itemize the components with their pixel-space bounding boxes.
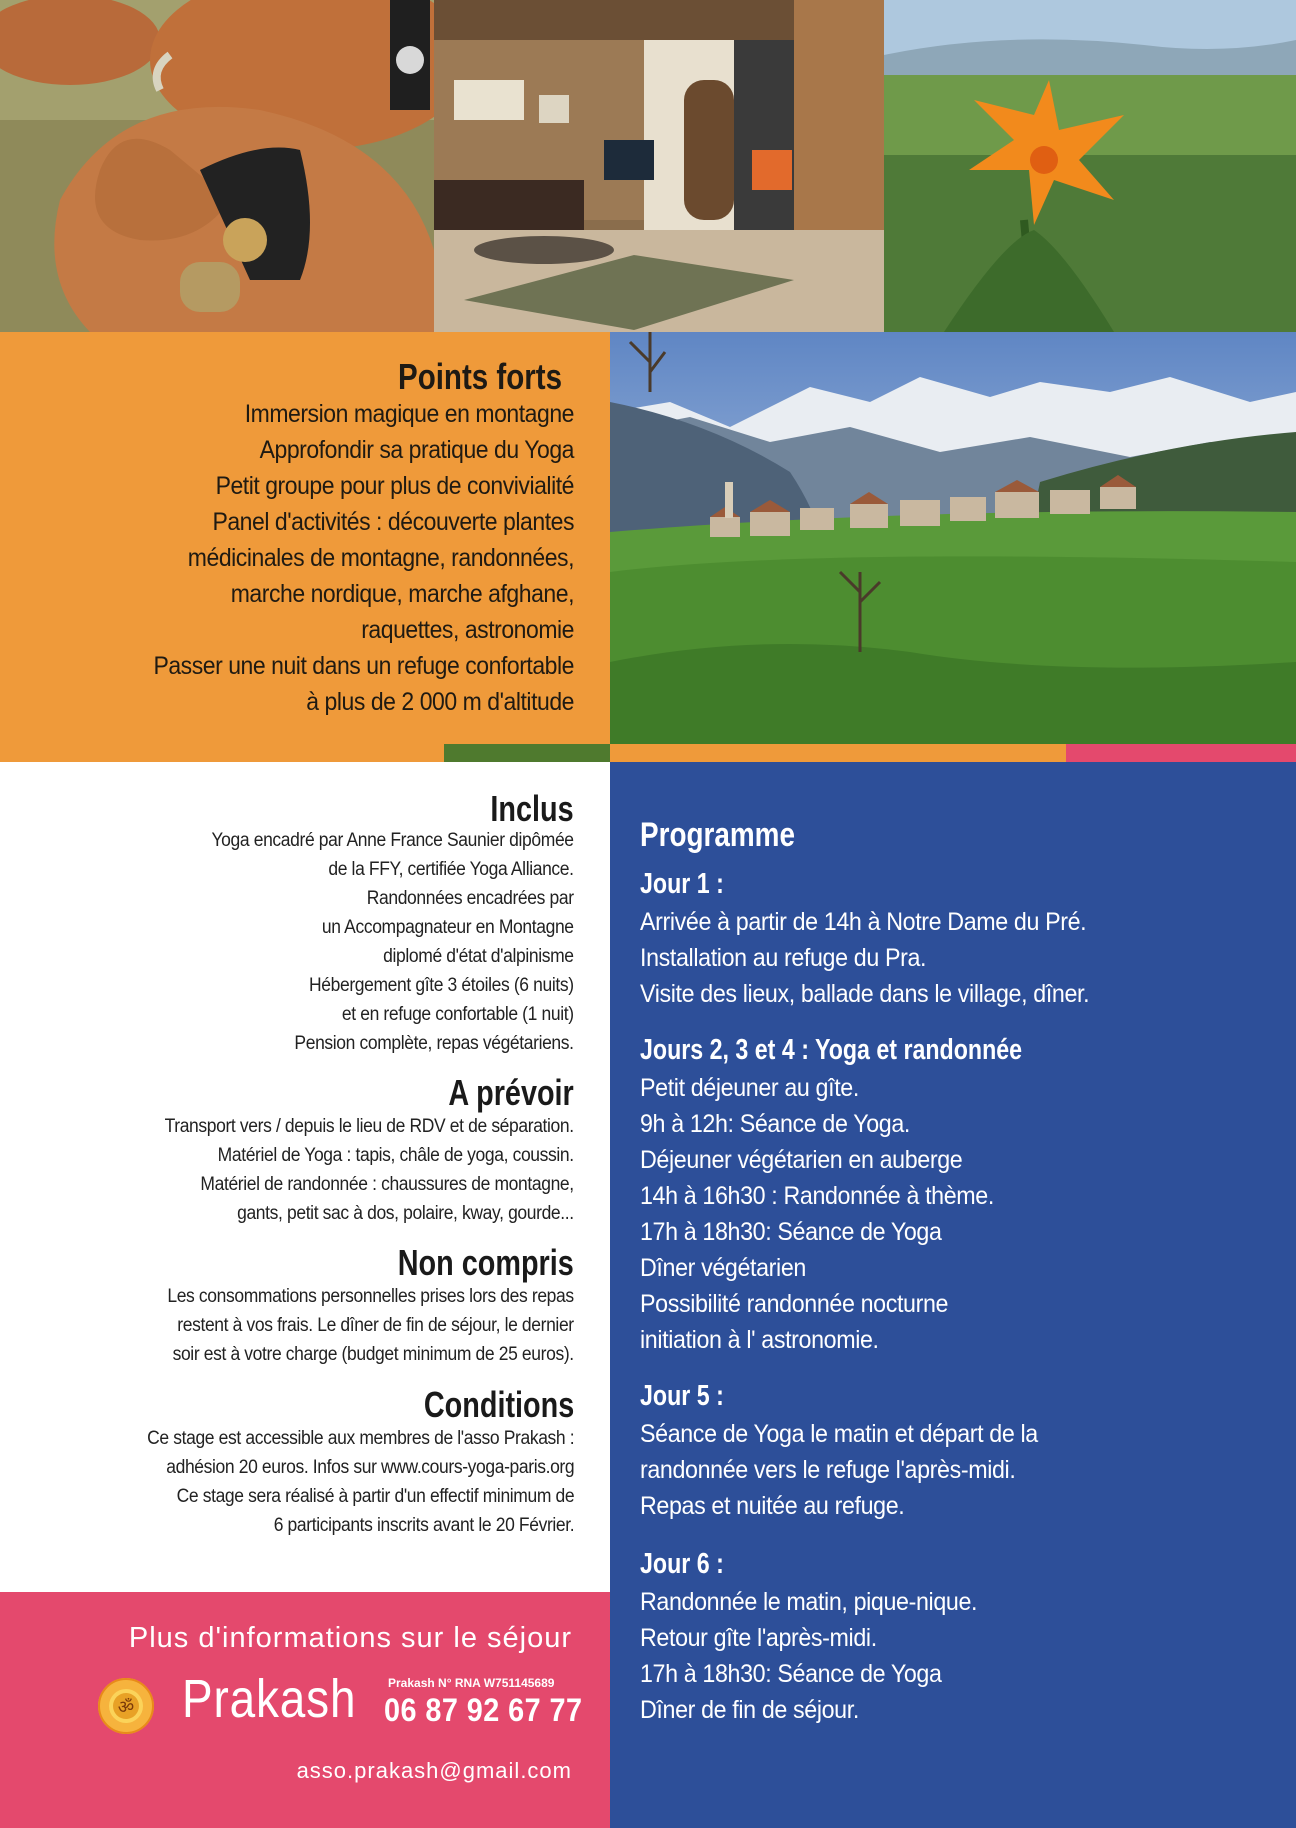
points-forts-line: Immersion magique en montagne bbox=[244, 400, 574, 428]
day-line: Retour gîte l'après-midi. bbox=[640, 1624, 877, 1652]
inclus-title: Inclus bbox=[490, 788, 574, 829]
inclus-line: Pension complète, repas végétariens. bbox=[294, 1033, 574, 1054]
non-compris-section bbox=[132, 1242, 574, 1369]
non-compris-line: soir est à votre charge (budget minimum de 25 euros). bbox=[172, 1344, 575, 1365]
conditions-line: Ce stage sera réalisé à partir d'un effectif minimum de bbox=[176, 1486, 574, 1507]
day-heading: Jour 1 : bbox=[640, 868, 724, 900]
programme-panel bbox=[610, 762, 1296, 1828]
non-compris-line: Les consommations personnelles prises lors des repas bbox=[167, 1286, 574, 1307]
conditions-section bbox=[110, 1384, 574, 1540]
points-forts-line: Petit groupe pour plus de convivialité bbox=[215, 472, 575, 500]
inclus-line: de la FFY, certifiée Yoga Alliance. bbox=[328, 859, 574, 880]
inclus-line: et en refuge confortable (1 nuit) bbox=[342, 1004, 574, 1025]
points-forts-title: Points forts bbox=[397, 356, 562, 397]
orange-strip bbox=[610, 744, 1066, 762]
inclus-line: diplomé d'état d'alpinisme bbox=[383, 946, 574, 967]
day-1 bbox=[640, 864, 1123, 1012]
day-line: randonnée vers le refuge l'après-midi. bbox=[640, 1456, 1016, 1484]
day-line: Possibilité randonnée nocturne bbox=[640, 1290, 949, 1318]
day-line: Dîner de fin de séjour. bbox=[640, 1696, 859, 1724]
pink-strip bbox=[1066, 744, 1296, 762]
a-prevoir-line: Matériel de Yoga : tapis, châle de yoga, coussin. bbox=[217, 1145, 574, 1166]
conditions-title: Conditions bbox=[423, 1384, 574, 1425]
points-forts-panel bbox=[0, 332, 610, 762]
day-line: Installation au refuge du Pra. bbox=[640, 944, 927, 972]
day-line: 17h à 18h30: Séance de Yoga bbox=[640, 1660, 942, 1688]
points-forts-line: marche nordique, marche afghane, bbox=[230, 580, 575, 608]
day-line: Dîner végétarien bbox=[640, 1254, 806, 1282]
day-line: Randonnée le matin, pique-nique. bbox=[640, 1588, 978, 1616]
contact-footer bbox=[0, 1592, 610, 1828]
points-forts-list bbox=[14, 396, 574, 720]
day-line: 17h à 18h30: Séance de Yoga bbox=[640, 1218, 942, 1246]
phone-number[interactable]: 06 87 92 67 77 bbox=[384, 1692, 583, 1728]
conditions-line: adhésion 20 euros. Infos sur www.cours-yoga-paris.org bbox=[165, 1457, 574, 1478]
non-compris-title: Non compris bbox=[397, 1242, 574, 1283]
points-forts-line: Approfondir sa pratique du Yoga bbox=[259, 436, 574, 464]
points-forts-line: médicinales de montagne, randonnées, bbox=[187, 544, 574, 572]
day-6 bbox=[640, 1544, 1002, 1728]
points-forts-line: Passer une nuit dans un refuge confortable bbox=[153, 652, 575, 680]
om-logo-icon bbox=[96, 1676, 156, 1736]
day-line: 9h à 12h: Séance de Yoga. bbox=[640, 1110, 910, 1138]
day-line: Déjeuner végétarien en auberge bbox=[640, 1146, 963, 1174]
conditions-line: Ce stage est accessible aux membres de l'asso Prakash : bbox=[146, 1428, 574, 1449]
day-line: Visite des lieux, ballade dans le village, dîner. bbox=[640, 980, 1090, 1008]
day-line: Séance de Yoga le matin et départ de la bbox=[640, 1420, 1038, 1448]
info-column bbox=[0, 762, 610, 1592]
chalet-photo bbox=[434, 0, 884, 332]
day-heading: Jour 6 : bbox=[640, 1548, 724, 1580]
a-prevoir-section bbox=[129, 1072, 574, 1228]
a-prevoir-title: A prévoir bbox=[448, 1072, 574, 1113]
days-2-3-4 bbox=[640, 1030, 1118, 1358]
a-prevoir-line: gants, petit sac à dos, polaire, kway, gourde... bbox=[237, 1203, 574, 1224]
inclus-line: Yoga encadré par Anne France Saunier dipômée bbox=[211, 830, 574, 851]
points-forts-line: à plus de 2 000 m d'altitude bbox=[306, 688, 574, 716]
points-forts-line: Panel d'activités : découverte plantes bbox=[212, 508, 574, 536]
rna-number: Prakash N° RNA W751145689 bbox=[388, 1676, 555, 1690]
inclus-line: un Accompagnateur en Montagne bbox=[322, 917, 574, 938]
day-line: Repas et nuitée au refuge. bbox=[640, 1492, 905, 1520]
programme-title: Programme bbox=[640, 816, 795, 854]
lily-photo bbox=[884, 0, 1296, 332]
day-heading: Jours 2, 3 et 4 : Yoga et randonnée bbox=[640, 1034, 1023, 1066]
conditions-line: 6 participants inscrits avant le 20 Février. bbox=[273, 1515, 574, 1536]
email-link[interactable]: asso.prakash@gmail.com bbox=[296, 1758, 572, 1783]
a-prevoir-line: Transport vers / depuis le lieu de RDV et de séparation. bbox=[164, 1116, 574, 1137]
green-strip bbox=[444, 744, 610, 762]
village-photo bbox=[610, 332, 1296, 744]
inclus-line: Hébergement gîte 3 étoiles (6 nuits) bbox=[309, 975, 574, 996]
inclus-line: Randonnées encadrées par bbox=[367, 888, 574, 909]
a-prevoir-line: Matériel de randonnée : chaussures de montagne, bbox=[200, 1174, 574, 1195]
day-line: 14h à 16h30 : Randonnée à thème. bbox=[640, 1182, 994, 1210]
day-heading: Jour 5 : bbox=[640, 1380, 724, 1412]
om-glyph: ॐ bbox=[117, 1697, 135, 1718]
footer-headline: Plus d'informations sur le séjour bbox=[128, 1622, 572, 1654]
day-line: initiation à l' astronomie. bbox=[640, 1326, 879, 1354]
non-compris-line: restent à vos frais. Le dîner de fin de séjour, le dernier bbox=[177, 1315, 574, 1336]
inclus-section bbox=[180, 788, 574, 1058]
points-forts-line: raquettes, astronomie bbox=[361, 616, 574, 644]
cow-photo bbox=[0, 0, 434, 332]
day-5 bbox=[640, 1376, 1068, 1524]
day-line: Petit déjeuner au gîte. bbox=[640, 1074, 859, 1102]
day-line: Arrivée à partir de 14h à Notre Dame du Pré. bbox=[640, 908, 1087, 936]
brand-name: Prakash bbox=[182, 1669, 357, 1729]
